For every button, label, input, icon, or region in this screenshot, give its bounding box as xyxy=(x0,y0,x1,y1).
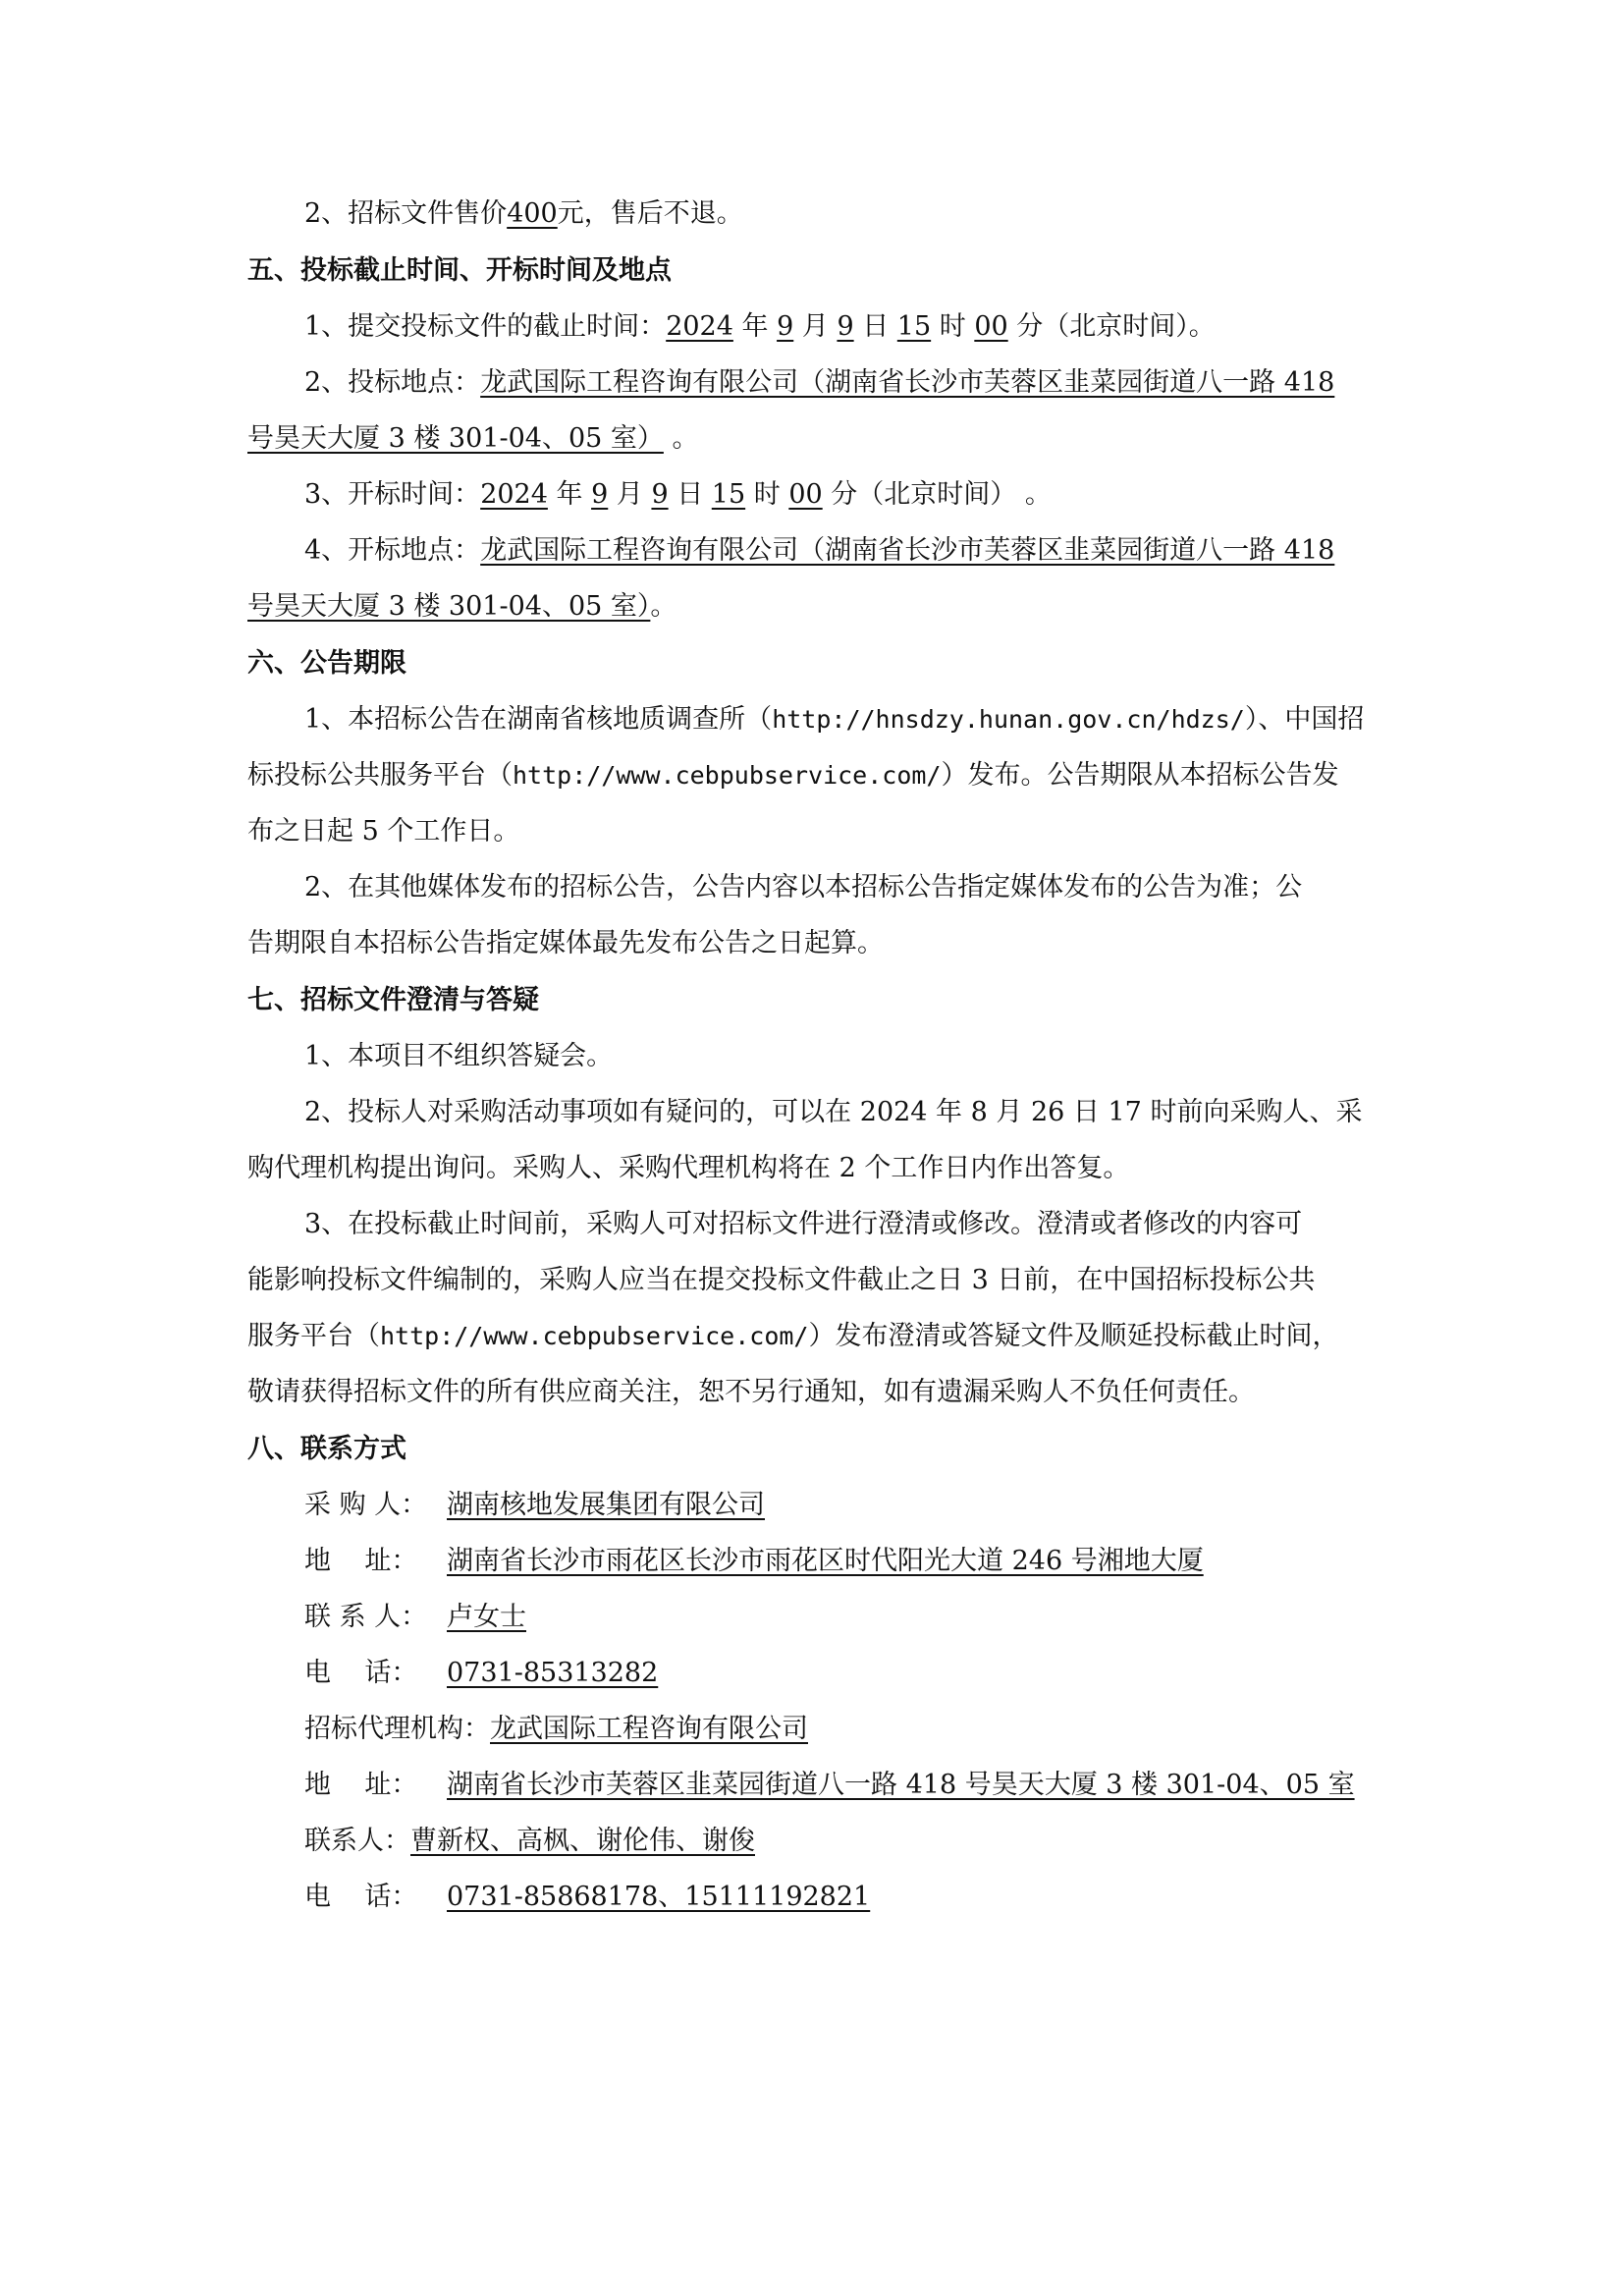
bid-location-line-2 xyxy=(247,419,1386,459)
notice-paragraph-1-line-1 xyxy=(304,700,1384,739)
purchaser-row xyxy=(304,1486,1384,1525)
opening-text: 日 xyxy=(668,479,712,510)
opening-location-line-1 xyxy=(304,531,1384,571)
bid-location-line-1 xyxy=(304,363,1384,403)
opening-location-end: 。 xyxy=(650,591,677,622)
qa-paragraph-2-line-2: 购代理机构提出询问。采购人、采购代理机构将在 2 个工作日内作出答复。 xyxy=(247,1153,1130,1183)
agency-label: 招标代理机构： xyxy=(304,1714,490,1744)
deadline-year: 2024 xyxy=(666,311,733,342)
contact-label: 联系人： xyxy=(304,1826,410,1856)
bid-location-end: 。 xyxy=(663,423,699,454)
opening-text: 时 xyxy=(745,479,789,510)
deadline-text: 时 xyxy=(931,311,975,342)
purchaser-phone-row xyxy=(304,1654,1384,1693)
qa-paragraph-3-line-4: 敬请获得招标文件的所有供应商关注，恕不另行通知，如有遗漏采购人不负任何责任。 xyxy=(247,1377,1255,1407)
section-6-heading: 六、公告期限 xyxy=(247,648,406,679)
deadline-text: 日 xyxy=(853,311,897,342)
agency-contacts: 曹新权、高枫、谢伦伟、谢俊 xyxy=(410,1826,755,1856)
purchaser-contact-row xyxy=(304,1598,1384,1637)
section-8-heading: 八、联系方式 xyxy=(247,1434,406,1464)
purchaser-phone: 0731-85313282 xyxy=(447,1658,659,1688)
opening-end: 。 xyxy=(1016,479,1052,510)
notice-paragraph-2-line-1: 2、在其他媒体发布的招标公告，公告内容以本招标公告指定媒体发布的公告为准；公 xyxy=(304,872,1303,902)
agency-row xyxy=(304,1710,1384,1749)
address-label: 地 址： xyxy=(304,1770,418,1800)
fee-paragraph xyxy=(304,194,1384,234)
opening-location-address-cont: 号昊天大厦 3 楼 301-04、05 室） xyxy=(247,591,651,622)
purchaser-name: 湖南核地发展集团有限公司 xyxy=(447,1490,765,1520)
notice-paragraph-2-line-2: 告期限自本招标公告指定媒体最先发布公告之日起算。 xyxy=(247,928,884,958)
agency-address: 湖南省长沙市芙蓉区韭菜园街道八一路 418 号昊天大厦 3 楼 301-04、05 室 xyxy=(447,1770,1355,1800)
agency-phone: 0731-85868178、15111192821 xyxy=(447,1882,871,1912)
qa-paragraph-3-line-3 xyxy=(247,1317,1386,1356)
deadline-month: 9 xyxy=(777,311,794,342)
notice-text: ）发布。公告期限从本招标公告发 xyxy=(941,760,1339,791)
agency-name: 龙武国际工程咨询有限公司 xyxy=(490,1714,808,1744)
notice-text: ）、中国招 xyxy=(1244,704,1365,735)
qa-paragraph-3-line-2: 能影响投标文件编制的，采购人应当在提交投标文件截止之日 3 日前，在中国招标投标公共 xyxy=(247,1265,1316,1295)
bid-location-address-cont: 号昊天大厦 3 楼 301-04、05 室） xyxy=(247,423,664,454)
agency-contact-row xyxy=(304,1822,1384,1861)
purchaser-address: 湖南省长沙市雨花区长沙市雨花区时代阳光大道 246 号湘地大厦 xyxy=(447,1546,1204,1576)
cebpubservice-url-2: http://www.cebpubservice.com/ xyxy=(380,1322,809,1350)
opening-day: 9 xyxy=(651,479,669,510)
opening-location-line-2 xyxy=(247,587,1386,627)
notice-paragraph-1-line-3: 布之日起 5 个工作日。 xyxy=(247,816,520,847)
deadline-day: 9 xyxy=(837,311,854,342)
fee-text-end: 元，售后不退。 xyxy=(557,198,743,229)
opening-hour: 15 xyxy=(711,479,746,510)
opening-time-label: 3、开标时间： xyxy=(304,479,481,510)
deadline-text: 月 xyxy=(793,311,838,342)
deadline-hour: 15 xyxy=(896,311,932,342)
fee-amount: 400 xyxy=(507,198,558,229)
deadline-label: 1、提交投标文件的截止时间： xyxy=(304,311,667,342)
notice-text: 1、本招标公告在湖南省核地质调查所（ xyxy=(304,704,773,735)
opening-year: 2024 xyxy=(480,479,548,510)
qa-paragraph-3-line-1: 3、在投标截止时间前，采购人可对招标文件进行澄清或修改。澄清或者修改的内容可 xyxy=(304,1209,1303,1239)
cebpubservice-url: http://www.cebpubservice.com/ xyxy=(513,761,942,790)
purchaser-address-row xyxy=(304,1542,1384,1581)
deadline-minute: 00 xyxy=(974,311,1008,342)
opening-text: 分（北京时间） xyxy=(822,479,1017,510)
section-7-heading: 七、招标文件澄清与答疑 xyxy=(247,985,539,1015)
bid-location-address: 龙武国际工程咨询有限公司（湖南省长沙市芙蓉区韭菜园街道八一路 418 xyxy=(480,367,1335,398)
opening-month: 9 xyxy=(591,479,609,510)
purchaser-label: 采 购 人： xyxy=(304,1490,428,1520)
qa-text: ）发布澄清或答疑文件及顺延投标截止时间， xyxy=(808,1321,1339,1351)
hnsdzy-url: http://hnsdzy.hunan.gov.cn/hdzs/ xyxy=(772,705,1245,734)
opening-text: 月 xyxy=(608,479,652,510)
contact-label: 联 系 人： xyxy=(304,1602,428,1632)
deadline-text: 分（北京时间）。 xyxy=(1007,311,1216,342)
bid-location-label: 2、投标地点： xyxy=(304,367,481,398)
qa-paragraph-1: 1、本项目不组织答疑会。 xyxy=(304,1041,614,1071)
agency-phone-row xyxy=(304,1878,1384,1917)
qa-text: 服务平台（ xyxy=(247,1321,380,1351)
opening-location-label: 4、开标地点： xyxy=(304,535,481,566)
fee-text: 2、招标文件售价 xyxy=(304,198,508,229)
deadline-paragraph xyxy=(304,307,1384,347)
opening-location-address: 龙武国际工程咨询有限公司（湖南省长沙市芙蓉区韭菜园街道八一路 418 xyxy=(480,535,1335,566)
section-5-heading: 五、投标截止时间、开标时间及地点 xyxy=(247,255,672,286)
phone-label: 电 话： xyxy=(304,1658,418,1688)
opening-time-paragraph xyxy=(304,475,1384,515)
qa-paragraph-2-line-1: 2、投标人对采购活动事项如有疑问的，可以在 2024 年 8 月 26 日 17 时前向采购人、采 xyxy=(304,1097,1363,1127)
purchaser-contact: 卢女士 xyxy=(447,1602,526,1632)
notice-paragraph-1-line-2 xyxy=(247,756,1386,795)
deadline-text: 年 xyxy=(732,311,778,342)
opening-text: 年 xyxy=(547,479,592,510)
address-label: 地 址： xyxy=(304,1546,418,1576)
opening-minute: 00 xyxy=(788,479,823,510)
agency-address-row xyxy=(304,1766,1384,1805)
notice-text: 标投标公共服务平台（ xyxy=(247,760,513,791)
phone-label: 电 话： xyxy=(304,1882,418,1912)
